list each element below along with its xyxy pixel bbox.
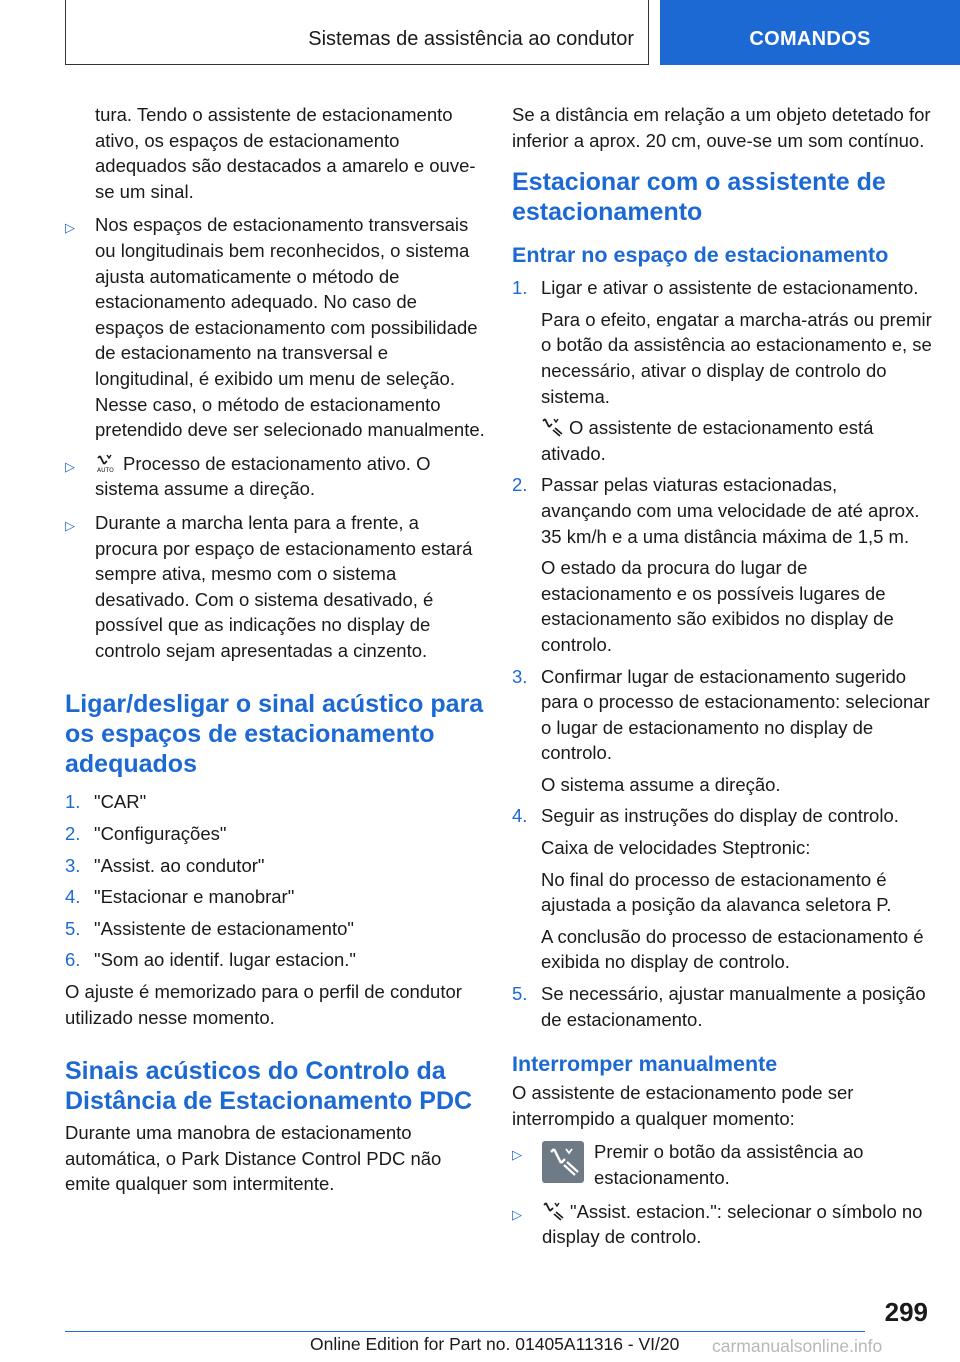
right-continuation: Se a distância em relação a um objeto detetado for inferior a aprox. 20 cm, ouve-se um som contínuo.	[512, 104, 931, 151]
step-detail: O estado da procura do lugar de estacionamento e os possíveis lugares de estacionamento são exibidos no display de controlo.	[541, 557, 894, 655]
heading-pdc: Sinais acústicos do Controlo da Distância de Estacionamento PDC	[65, 1057, 473, 1116]
heading-sound-signal: Ligar/desligar o sinal acústico para os espaços de estacionamento adequados	[65, 690, 484, 779]
footer-divider	[65, 1331, 865, 1332]
heading-enter-space: Entrar no espaço de estacionamento	[512, 243, 889, 268]
bullet-item	[65, 212, 485, 442]
bullet-marker-icon: ▷	[512, 1206, 522, 1222]
bullet-text: Premir o botão da assistência ao estacionamento.	[594, 1141, 864, 1188]
park-assist-auto-icon	[95, 453, 117, 473]
footer-edition: Online Edition for Part no. 01405A11316 - VI/20	[310, 1334, 680, 1354]
bullet-text: Durante a marcha lenta para a frente, a procura por espaço de estacionamento estará sempre ativa, mesmo com o sistema desativado. Com o sistema desativado, é possível que as indicações no display de controlo sejam apresentadas a cinzento.	[95, 511, 473, 661]
header-chapter-title: COMANDOS	[749, 28, 871, 50]
heading-interrupt: Interromper manualmente	[512, 1052, 778, 1077]
step-detail: O assistente de estacionamento está ativado.	[541, 417, 874, 464]
header-section-title: Sistemas de assistência ao condutor	[308, 27, 634, 50]
svg-text:AUTO: AUTO	[97, 466, 114, 473]
park-assist-icon	[542, 1201, 564, 1221]
header-chapter-tab	[660, 0, 960, 65]
left-continuation: tura. Tendo o assistente de estacionamento ativo, os espaços de estacionamento adequados são destacados a amarelo e ouve-se um sinal.	[95, 104, 476, 202]
pdc-paragraph: Durante uma manobra de estacionamento automática, o Park Distance Control PDC não emite qualquer som intermitente.	[65, 1122, 442, 1195]
bullet-marker-icon: ▷	[512, 1147, 522, 1163]
park-assist-button-icon	[542, 1141, 584, 1183]
memo-paragraph: O ajuste é memorizado para o perfil de condutor utilizado nesse momento.	[65, 981, 462, 1028]
page-number: 299	[884, 1297, 928, 1327]
header-section-box	[65, 0, 649, 65]
bullet-marker-icon: ▷	[65, 458, 75, 474]
step-item: 4. Seguir as instruções do display de controlo.	[512, 805, 899, 827]
bullet-text: Processo de estacionamento ativo. O sistema assume a direção.	[95, 452, 431, 500]
step-item: 5. Se necessário, ajustar manualmente a posição de estacionamento.	[512, 983, 926, 1030]
footer-watermark: carmanualsonline.info	[712, 1336, 883, 1356]
step-item: 1. Ligar e ativar o assistente de estacionamento.	[512, 277, 919, 299]
step-item: 2. "Configurações"	[65, 823, 227, 845]
park-assist-icon	[541, 417, 563, 437]
step-item: 3. "Assist. ao condutor"	[65, 854, 265, 876]
step-item: 5. "Assistente de estacionamento"	[65, 917, 354, 939]
step-detail: Para o efeito, engatar a marcha-atrás ou premir o botão da assistência ao estacionamento e, se necessário, ativar o display de controlo do sistema.	[541, 308, 932, 407]
right-column	[512, 102, 932, 1258]
step-detail: A conclusão do processo de estacionamento é exibida no display de controlo.	[541, 925, 924, 973]
bullet-item	[512, 1139, 932, 1190]
step-item: 3. Confirmar lugar de estacionamento sugerido para o processo de estacionamento: selecionar o lugar de estacionamento no display de controlo.	[512, 665, 930, 764]
step-detail: Caixa de velocidades Steptronic:	[541, 837, 811, 859]
bullet-item	[512, 1199, 932, 1250]
step-item: 2. Passar pelas viaturas estacionadas, avançando com uma velocidade de até aprox. 35 km/h e a uma distância máxima de 1,5 m.	[512, 474, 920, 547]
step-detail: O sistema assume a direção.	[541, 773, 781, 795]
bullet-marker-icon: ▷	[65, 517, 75, 533]
step-item: 6. "Som ao identif. lugar estacion."	[65, 949, 356, 971]
bullet-text: Nos espaços de estacionamento transversais ou longitudinais bem reconhecidos, o sistema ajusta automaticamente o método de estacionamento adequado. No caso de espaços de estacionamento com possibilidade de estacionamento na transversal e longitudinal, é exibido um menu de seleção. Nesse caso, o método de estacionamento pretendido deve ser selecionado manualmente.	[95, 214, 485, 441]
bullet-item	[65, 510, 485, 664]
left-column	[65, 102, 485, 1205]
bullet-text: "Assist. estacion.": selecionar o símbolo no display de controlo.	[542, 1200, 923, 1248]
step-detail: No final do processo de estacionamento é ajustada a posição da alavanca seletora P.	[541, 868, 892, 916]
interrupt-paragraph: O assistente de estacionamento pode ser interrompido a qualquer momento:	[512, 1082, 854, 1129]
bullet-item	[65, 451, 485, 502]
heading-park-assistant: Estacionar com o assistente de estacionamento	[512, 168, 886, 227]
bullet-marker-icon: ▷	[65, 220, 75, 236]
step-item: 4. "Estacionar e manobrar"	[65, 886, 295, 908]
step-item: 1. "CAR"	[65, 791, 147, 813]
